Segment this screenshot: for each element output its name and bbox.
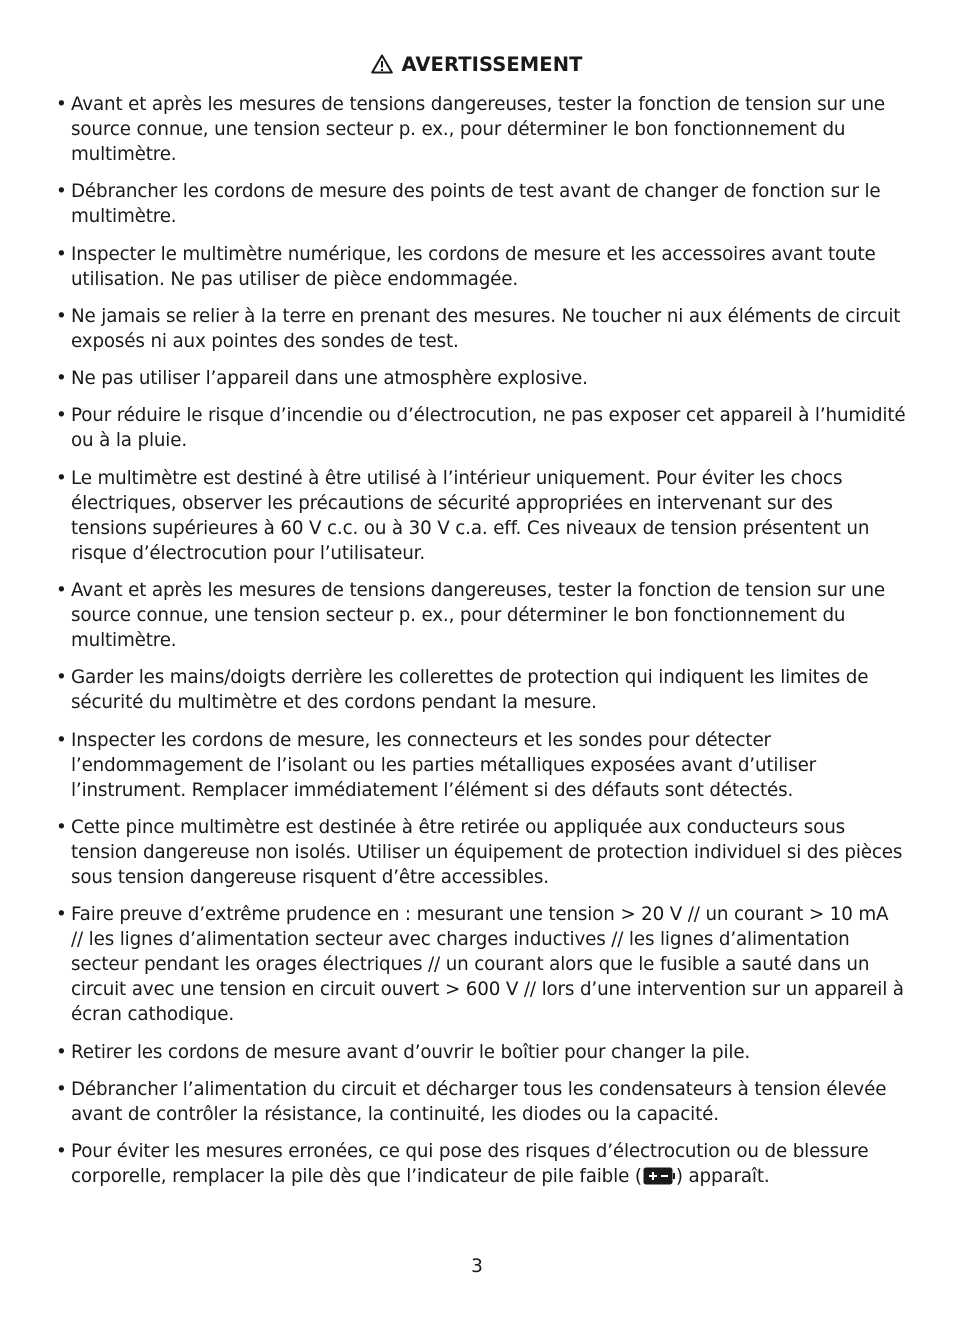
list-item-text: Faire preuve d’extrême prudence en : mesurant une tension > 20 V // un courant > 10 mA // les lignes d’alimentation secteur avec charges inductives // les lignes d’alimentation secteur pendant les orages électriques // un courant alors que le fusible a sauté dans un circuit avec une tension en circuit ouvert > 600 V // lors d’une intervention sur un appareil à écran cathodique. xyxy=(71,904,904,1026)
list-item-text-after-icon: ) apparaît. xyxy=(675,1166,770,1188)
list-item xyxy=(56,578,906,653)
bullet: • xyxy=(56,94,67,115)
bullet: • xyxy=(56,1041,67,1063)
bullet: • xyxy=(56,580,67,602)
list-item-text: Débrancher l’alimentation du circuit et décharger tous les condensateurs à tension élevée avant de contrôler la résistance, la continuité, les diodes ou la capacité. xyxy=(71,1078,887,1125)
list-item-text-before-icon: Pour éviter les mesures erronées, ce qui pose des risques d’électrocution ou de blessure corporelle, remplacer la pile dès que l’indicateur de pile faible ( xyxy=(71,1141,869,1188)
bullet: • xyxy=(56,368,67,390)
bullet: • xyxy=(56,816,67,838)
list-item-text: Ne pas utiliser l’appareil dans une atmosphère explosive. xyxy=(71,368,588,390)
warning-triangle-icon xyxy=(371,54,393,81)
warning-title: AVERTISSEMENT xyxy=(401,53,583,76)
list-item-text: Ne jamais se relier à la terre en prenant des mesures. Ne toucher ni aux éléments de circuit exposés ni aux pointes des sondes de test. xyxy=(71,305,901,352)
list-item-text: Cette pince multimètre est destinée à être retirée ou appliquée aux conducteurs sous tension dangereuse non isolés. Utiliser un équipement de protection individuel si des pièces sous tension dangereuse risquent d’être accessibles. xyxy=(71,816,903,888)
list-item-text: Pour réduire le risque d’incendie ou d’électrocution, ne pas exposer cet appareil à l’humidité ou à la pluie. xyxy=(71,405,906,452)
list-item-battery xyxy=(56,1139,906,1192)
list-item xyxy=(56,304,906,354)
bullet: • xyxy=(56,181,67,203)
list-item xyxy=(56,366,906,391)
list-item-text: Inspecter les cordons de mesure, les connecteurs et les sondes pour détecter l’endommagement de l’isolant ou les parties métalliques exposées avant d’utiliser l’instrument. Remplacer immédiatement l’élément si des défauts sont détectés. xyxy=(71,729,817,801)
list-item xyxy=(56,815,906,890)
list-item-text: Débrancher les cordons de mesure des points de test avant de changer de fonction sur le multimètre. xyxy=(71,181,881,228)
list-item xyxy=(56,665,906,715)
bullet: • xyxy=(56,729,67,751)
warning-list xyxy=(56,92,906,1204)
bullet: • xyxy=(56,904,67,926)
bullet: • xyxy=(56,467,67,489)
bullet: • xyxy=(56,405,67,427)
list-item-text: Inspecter le multimètre numérique, les cordons de mesure et les accessoires avant toute utilisation. Ne pas utiliser de pièce endommagée. xyxy=(71,243,876,290)
warning-heading xyxy=(0,52,954,81)
bullet: • xyxy=(56,243,67,265)
list-item-text: Garder les mains/doigts derrière les collerettes de protection qui indiquent les limites de sécurité du multimètre et des cordons pendant la mesure. xyxy=(71,667,869,714)
bullet: • xyxy=(56,1141,67,1163)
list-item-text: Le multimètre est destiné à être utilisé à l’intérieur uniquement. Pour éviter les chocs électriques, observer les précautions de sécurité appropriées en intervenant sur des tensions supérieures à 60 V c.c. ou à 30 V c.a. eff. Ces niveaux de tension présentent un risque d’électrocution pour l’utilisateur. xyxy=(71,467,870,564)
page-number: 3 xyxy=(471,1256,483,1277)
low-battery-icon xyxy=(643,1167,675,1192)
list-item xyxy=(56,242,906,292)
list-item-text: Avant et après les mesures de tensions dangereuses, tester la fonction de tension sur une source connue, une tension secteur p. ex., pour déterminer le bon fonctionnement du multimètre. xyxy=(71,580,885,652)
bullet: • xyxy=(56,1078,67,1100)
list-item xyxy=(56,902,906,1027)
list-item xyxy=(56,728,906,803)
list-item xyxy=(56,92,906,167)
list-item xyxy=(56,1077,906,1127)
bullet: • xyxy=(56,305,67,327)
list-item xyxy=(56,179,906,229)
list-item-text: Retirer les cordons de mesure avant d’ouvrir le boîtier pour changer la pile. xyxy=(71,1041,751,1063)
list-item-text: Avant et après les mesures de tensions dangereuses, tester la fonction de tension sur une source connue, une tension secteur p. ex., pour déterminer le bon fonctionnement du multimètre. xyxy=(71,94,885,165)
list-item xyxy=(56,466,906,566)
list-item xyxy=(56,1040,906,1065)
bullet: • xyxy=(56,667,67,689)
list-item xyxy=(56,403,906,453)
